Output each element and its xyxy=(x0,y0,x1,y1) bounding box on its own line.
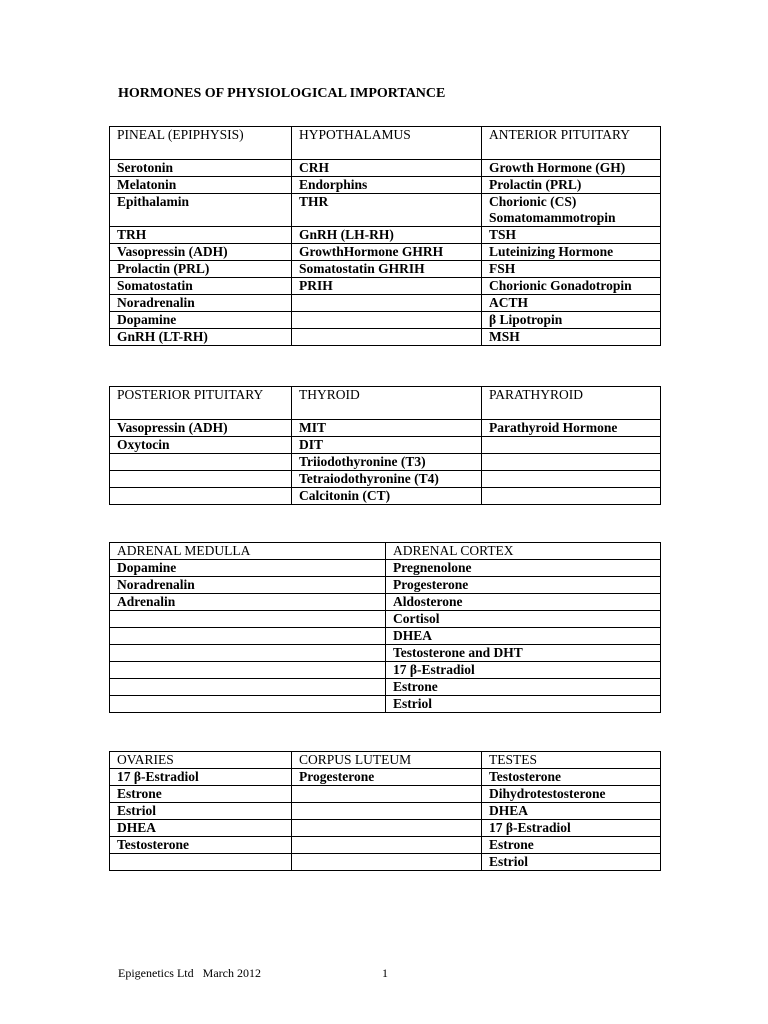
table-cell: 17 β-Estradiol xyxy=(386,662,661,679)
table-header-row xyxy=(110,543,661,560)
table-cell xyxy=(110,645,386,662)
table-cell: ACTH xyxy=(482,295,661,312)
table-cell xyxy=(292,786,482,803)
table-row xyxy=(110,194,661,227)
table-cell: Cortisol xyxy=(386,611,661,628)
table-cell: Prolactin (PRL) xyxy=(482,177,661,194)
table-cell: Testosterone xyxy=(482,769,661,786)
table-cell: Progesterone xyxy=(386,577,661,594)
table-cell: Estrone xyxy=(482,837,661,854)
table-cell: Oxytocin xyxy=(110,437,292,454)
column-header: CORPUS LUTEUM xyxy=(292,752,482,769)
column-header: ANTERIOR PITUITARY xyxy=(482,127,661,160)
page-title: HORMONES OF PHYSIOLOGICAL IMPORTANCE xyxy=(118,86,446,101)
table-cell: GnRH (LT-RH) xyxy=(110,329,292,346)
table-cell: Dihydrotestosterone xyxy=(482,786,661,803)
table-row xyxy=(110,437,661,454)
table-cell: THR xyxy=(292,194,482,227)
table-cell: Luteinizing Hormone xyxy=(482,244,661,261)
table-cell: Estriol xyxy=(482,854,661,871)
posterior-pituitary-thyroid-parathyroid-table xyxy=(109,386,661,505)
table-cell: Noradrenalin xyxy=(110,295,292,312)
table-cell: Testosterone and DHT xyxy=(386,645,661,662)
table-row xyxy=(110,312,661,329)
column-header: HYPOTHALAMUS xyxy=(292,127,482,160)
table-cell: Prolactin (PRL) xyxy=(110,261,292,278)
table-cell: Estriol xyxy=(386,696,661,713)
table-cell: GnRH (LH-RH) xyxy=(292,227,482,244)
table-cell xyxy=(482,454,661,471)
table-cell: Epithalamin xyxy=(110,194,292,227)
table-cell xyxy=(110,628,386,645)
table-cell: 17 β-Estradiol xyxy=(110,769,292,786)
table-row xyxy=(110,837,661,854)
table-row xyxy=(110,420,661,437)
table-cell: Estriol xyxy=(110,803,292,820)
table-row xyxy=(110,488,661,505)
table-row xyxy=(110,611,661,628)
table-cell xyxy=(110,488,292,505)
adrenal-table xyxy=(109,542,661,713)
column-header: OVARIES xyxy=(110,752,292,769)
column-header: PINEAL (EPIPHYSIS) xyxy=(110,127,292,160)
table-cell xyxy=(292,854,482,871)
table-cell: Growth Hormone (GH) xyxy=(482,160,661,177)
table-header-row xyxy=(110,752,661,769)
table-row xyxy=(110,628,661,645)
column-header: THYROID xyxy=(292,387,482,420)
table-cell xyxy=(110,471,292,488)
table-cell: Pregnenolone xyxy=(386,560,661,577)
table-cell: PRIH xyxy=(292,278,482,295)
table-row xyxy=(110,679,661,696)
table-cell: Testosterone xyxy=(110,837,292,854)
table-row xyxy=(110,278,661,295)
table-cell xyxy=(482,471,661,488)
table-cell: DHEA xyxy=(482,803,661,820)
table-cell: DHEA xyxy=(110,820,292,837)
table-cell: Endorphins xyxy=(292,177,482,194)
table-cell: Adrenalin xyxy=(110,594,386,611)
table-cell: TRH xyxy=(110,227,292,244)
table-row xyxy=(110,454,661,471)
table-row xyxy=(110,261,661,278)
pineal-hypothalamus-pituitary-table xyxy=(109,126,661,346)
table-cell: Triiodothyronine (T3) xyxy=(292,454,482,471)
table-row xyxy=(110,696,661,713)
table-cell: Calcitonin (CT) xyxy=(292,488,482,505)
table-cell: DHEA xyxy=(386,628,661,645)
table-row xyxy=(110,803,661,820)
table-cell xyxy=(292,329,482,346)
table-cell xyxy=(110,696,386,713)
table-row xyxy=(110,471,661,488)
table-row xyxy=(110,227,661,244)
page-number: 1 xyxy=(382,966,388,980)
table-cell xyxy=(292,295,482,312)
table-cell: GrowthHormone GHRH xyxy=(292,244,482,261)
footer-company-date: Epigenetics Ltd March 2012 xyxy=(118,966,261,980)
table-cell: CRH xyxy=(292,160,482,177)
table-row xyxy=(110,577,661,594)
table-cell: Tetraiodothyronine (T4) xyxy=(292,471,482,488)
table-cell xyxy=(110,454,292,471)
table-cell: FSH xyxy=(482,261,661,278)
table-cell: MSH xyxy=(482,329,661,346)
table-cell: DIT xyxy=(292,437,482,454)
table-cell: Chorionic (CS) Somatomammotropin xyxy=(482,194,661,227)
table-cell xyxy=(482,437,661,454)
table-row xyxy=(110,645,661,662)
table-row xyxy=(110,662,661,679)
table-row xyxy=(110,769,661,786)
table-cell xyxy=(110,854,292,871)
table-row xyxy=(110,854,661,871)
table-cell xyxy=(292,820,482,837)
table-header-row xyxy=(110,127,661,160)
table-cell: Serotonin xyxy=(110,160,292,177)
table-cell: Chorionic Gonadotropin xyxy=(482,278,661,295)
table-header-row xyxy=(110,387,661,420)
table-cell: Vasopressin (ADH) xyxy=(110,244,292,261)
table-cell: Estrone xyxy=(386,679,661,696)
table-row xyxy=(110,786,661,803)
table-cell xyxy=(292,837,482,854)
table-row xyxy=(110,560,661,577)
table-cell: Progesterone xyxy=(292,769,482,786)
table-cell xyxy=(110,679,386,696)
table-cell: TSH xyxy=(482,227,661,244)
column-header: ADRENAL CORTEX xyxy=(386,543,661,560)
table-cell: Noradrenalin xyxy=(110,577,386,594)
table-cell: β Lipotropin xyxy=(482,312,661,329)
table-cell: MIT xyxy=(292,420,482,437)
table-cell xyxy=(482,488,661,505)
table-row xyxy=(110,295,661,312)
column-header: ADRENAL MEDULLA xyxy=(110,543,386,560)
table-cell: Parathyroid Hormone xyxy=(482,420,661,437)
table-row xyxy=(110,820,661,837)
table-cell: Melatonin xyxy=(110,177,292,194)
table-cell: Dopamine xyxy=(110,560,386,577)
table-row xyxy=(110,160,661,177)
table-cell: Estrone xyxy=(110,786,292,803)
table-cell: Somatostatin GHRIH xyxy=(292,261,482,278)
table-cell xyxy=(292,312,482,329)
table-cell xyxy=(110,662,386,679)
column-header: PARATHYROID xyxy=(482,387,661,420)
table-cell: Aldosterone xyxy=(386,594,661,611)
table-cell: Dopamine xyxy=(110,312,292,329)
table-cell: 17 β-Estradiol xyxy=(482,820,661,837)
column-header: TESTES xyxy=(482,752,661,769)
column-header: POSTERIOR PITUITARY xyxy=(110,387,292,420)
ovaries-corpus-luteum-testes-table xyxy=(109,751,661,871)
table-cell: Vasopressin (ADH) xyxy=(110,420,292,437)
table-row xyxy=(110,329,661,346)
table-cell xyxy=(292,803,482,820)
table-row xyxy=(110,594,661,611)
table-row xyxy=(110,177,661,194)
table-cell: Somatostatin xyxy=(110,278,292,295)
table-cell xyxy=(110,611,386,628)
table-row xyxy=(110,244,661,261)
